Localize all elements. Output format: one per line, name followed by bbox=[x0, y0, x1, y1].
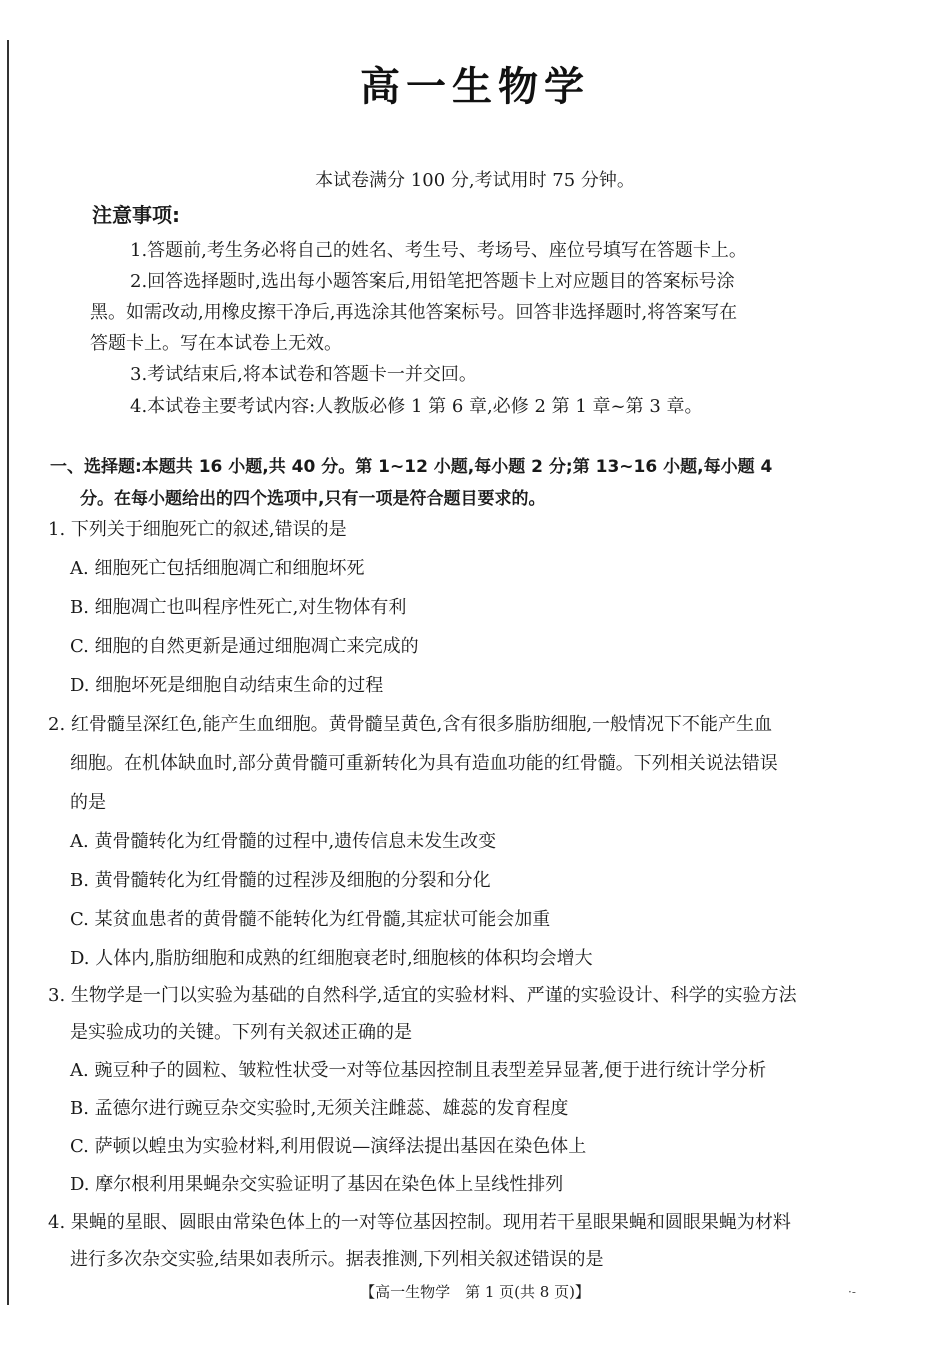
question-4-stem-cont: 进行多次杂交实验,结果如表所示。据表推测,下列相关叙述错误的是 bbox=[70, 1249, 604, 1270]
question-1-option-d: D. 细胞坏死是细胞自动结束生命的过程 bbox=[70, 675, 384, 696]
question-1-stem: 1. 下列关于细胞死亡的叙述,错误的是 bbox=[48, 519, 347, 540]
notice-item-1: 1.答题前,考生务必将自己的姓名、考生号、考场号、座位号填写在答题卡上。 bbox=[130, 240, 747, 261]
notice-item-3: 3.考试结束后,将本试卷和答题卡一并交回。 bbox=[130, 364, 477, 385]
section-heading-cont: 分。在每小题给出的四个选项中,只有一项是符合题目要求的。 bbox=[80, 489, 546, 509]
notice-heading: 注意事项: bbox=[92, 203, 180, 227]
question-2-option-d: D. 人体内,脂肪细胞和成熟的红细胞衰老时,细胞核的体积均会增大 bbox=[70, 948, 593, 969]
question-3-option-c: C. 萨顿以蝗虫为实验材料,利用假说—演绎法提出基因在染色体上 bbox=[70, 1136, 587, 1157]
question-4-stem: 4. 果蝇的星眼、圆眼由常染色体上的一对等位基因控制。现用若干星眼果蝇和圆眼果蝇为材料 bbox=[48, 1212, 791, 1233]
question-3-stem-cont: 是实验成功的关键。下列有关叙述正确的是 bbox=[70, 1022, 412, 1043]
notice-item-4: 4.本试卷主要考试内容:人教版必修 1 第 6 章,必修 2 第 1 章~第 3 章。 bbox=[130, 396, 703, 417]
question-3-option-d: D. 摩尔根利用果蝇杂交实验证明了基因在染色体上呈线性排列 bbox=[70, 1174, 564, 1195]
notice-item-2-cont: 黑。如需改动,用橡皮擦干净后,再选涂其他答案标号。回答非选择题时,将答案写在 bbox=[90, 302, 738, 323]
binding-margin-line bbox=[7, 40, 9, 1305]
question-2-stem: 2. 红骨髓呈深红色,能产生血细胞。黄骨髓呈黄色,含有很多脂肪细胞,一般情况下不能产生血 bbox=[48, 714, 773, 735]
question-2-option-b: B. 黄骨髓转化为红骨髓的过程涉及细胞的分裂和分化 bbox=[70, 870, 491, 891]
question-1-option-b: B. 细胞凋亡也叫程序性死亡,对生物体有利 bbox=[70, 597, 407, 618]
question-2-option-a: A. 黄骨髓转化为红骨髓的过程中,遗传信息未发生改变 bbox=[70, 831, 497, 852]
question-3-stem: 3. 生物学是一门以实验为基础的自然科学,适宜的实验材料、严谨的实验设计、科学的实验方法 bbox=[48, 985, 797, 1006]
corner-mark: ·- bbox=[848, 1285, 856, 1299]
question-2-stem-cont: 细胞。在机体缺血时,部分黄骨髓可重新转化为具有造血功能的红骨髓。下列相关说法错误 bbox=[70, 753, 778, 774]
question-3-option-a: A. 豌豆种子的圆粒、皱粒性状受一对等位基因控制且表型差异显著,便于进行统计学分析 bbox=[70, 1060, 767, 1081]
exam-info: 本试卷满分 100 分,考试用时 75 分钟。 bbox=[315, 170, 635, 191]
question-2-stem-cont: 的是 bbox=[70, 792, 106, 813]
question-2-option-c: C. 某贫血患者的黄骨髓不能转化为红骨髓,其症状可能会加重 bbox=[70, 909, 551, 930]
notice-item-2-cont: 答题卡上。写在本试卷上无效。 bbox=[90, 333, 342, 354]
page-footer: 【高一生物学 第 1 页(共 8 页)】 bbox=[360, 1283, 590, 1301]
question-1-option-a: A. 细胞死亡包括细胞凋亡和细胞坏死 bbox=[70, 558, 365, 579]
notice-item-2: 2.回答选择题时,选出每小题答案后,用铅笔把答题卡上对应题目的答案标号涂 bbox=[130, 271, 735, 292]
question-1-option-c: C. 细胞的自然更新是通过细胞凋亡来完成的 bbox=[70, 636, 419, 657]
question-3-option-b: B. 孟德尔进行豌豆杂交实验时,无须关注雌蕊、雄蕊的发育程度 bbox=[70, 1098, 569, 1119]
page-title: 高一生物学 bbox=[360, 64, 590, 110]
section-heading: 一、选择题:本题共 16 小题,共 40 分。第 1~12 小题,每小题 2 分;第 13~16 小题,每小题 4 bbox=[50, 457, 773, 477]
